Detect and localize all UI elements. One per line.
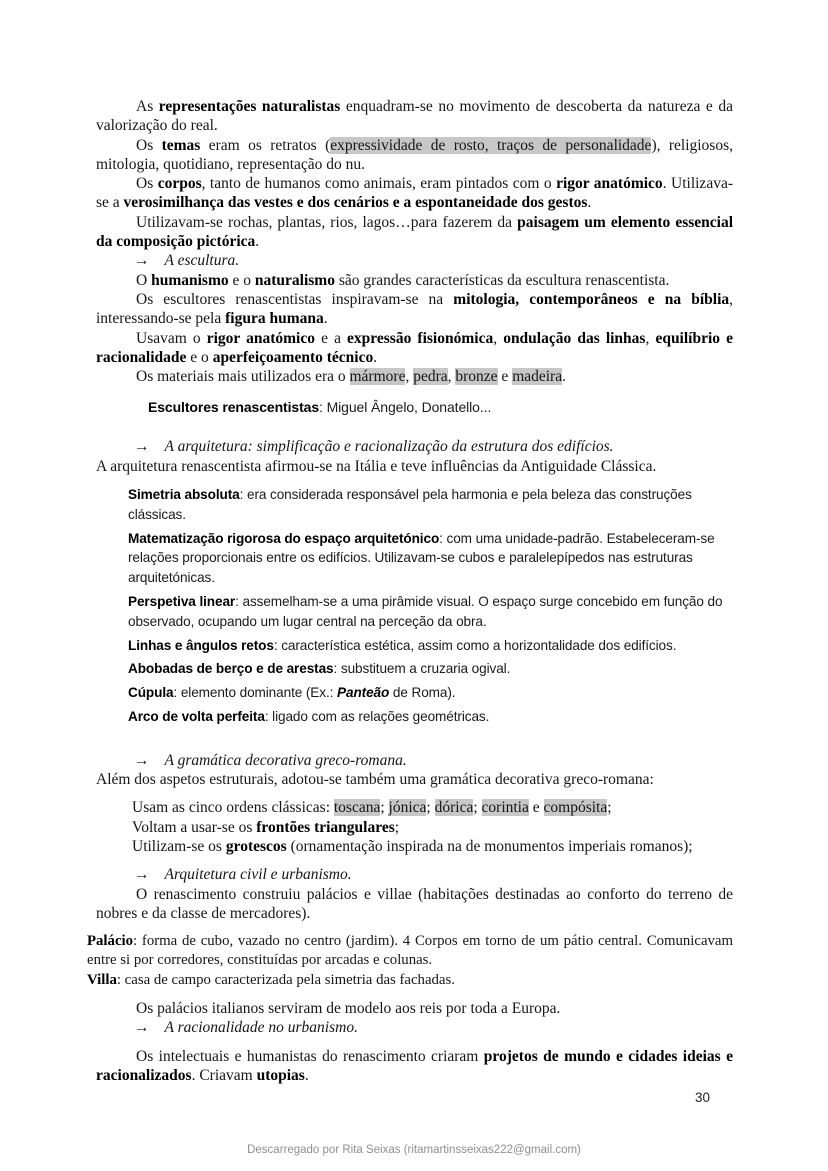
paragraph: A arquitetura renascentista afirmou-se na Itália e teve influências da Antiguidade Clássica. — [96, 457, 657, 475]
spacer — [96, 856, 733, 865]
paragraph: Usavam o rigor anatómico e a expressão fisionómica, ondulação das linhas, equilíbrio e racionalidade e o aperfeiçoamento técnico. — [96, 329, 734, 366]
section-heading: → A racionalidade no urbanismo. — [134, 1019, 358, 1037]
paragraph: Os corpos, tanto de humanos como animais, eram pintados com o rigor anatómico. Utilizava-se a verosimilhança das vestes e dos cenários e a espontaneidade dos gestos. — [96, 175, 733, 212]
highlighted-term: bronze — [455, 368, 498, 386]
paragraph: Além dos aspetos estruturais, adotou-se também uma gramática decorativa greco-romana: — [96, 771, 654, 789]
arrow-icon: → — [134, 866, 150, 884]
examples-note: Escultores renascentistas: Miguel Ângelo, Donatello... — [148, 399, 492, 416]
paragraph: Os materiais mais utilizados era o mármore, pedra, bronze e madeira. — [136, 368, 566, 386]
definition-paragraph: Villa: casa de campo caracterizada pela simetria das fachadas. — [87, 971, 455, 988]
arrow-icon: → — [134, 438, 150, 456]
arrow-icon: → — [134, 751, 150, 769]
paragraph: Os temas eram os retratos (expressividade de rosto, traços de personalidade), religiosos, mitologia, quotidiano, representação do nu. — [96, 136, 733, 173]
paragraph: As representações naturalistas enquadram-se no movimento de descoberta da natureza e da valorização do real. — [96, 98, 733, 135]
list-line: Utilizam-se os grotescos (ornamentação inspirada na de monumentos imperiais romanos); — [132, 838, 693, 855]
highlighted-term: jónica — [388, 799, 427, 817]
definition-item: Abobadas de berço e de arestas: substituem a cruzaria ogival. — [128, 661, 511, 677]
document-content — [87, 97, 734, 1085]
page-number: 30 — [694, 1090, 710, 1106]
highlighted-term: compósita — [543, 799, 608, 817]
arrow-icon: → — [134, 1019, 150, 1037]
paragraph: Os palácios italianos serviram de modelo aos reis por toda a Europa. — [136, 1000, 561, 1018]
highlighted-term: pedra — [413, 368, 448, 386]
definition-item: Linhas e ângulos retos: característica estética, assim como a horizontalidade dos edifícios. — [128, 637, 677, 653]
definition-paragraph: Palácio: forma de cubo, vazado no centro (jardim). 4 Corpos em torno de um pátio central. Comunicavam entre si por corredores, constituídas por arcadas e colunas. — [87, 933, 733, 969]
paragraph: O humanismo e o naturalismo são grandes características da escultura renascentista. — [136, 271, 670, 289]
section-heading: → Arquitetura civil e urbanismo. — [134, 866, 352, 884]
section-heading: → A arquitetura: simplificação e racionalização da estrutura dos edifícios. — [134, 438, 614, 456]
paragraph: Utilizavam-se rochas, plantas, rios, lagos…para fazerem da paisagem um elemento essencial da composição pictórica. — [96, 213, 734, 251]
spacer — [96, 731, 733, 751]
section-heading: → A escultura. — [134, 252, 240, 270]
paragraph: Os escultores renascentistas inspiravam-se na mitologia, contemporâneos e na bíblia, interessando-se pela figura humana. — [96, 290, 734, 328]
spacer — [96, 476, 733, 481]
highlighted-term: expressividade de rosto, traços de personalidade — [330, 136, 652, 154]
definition-item: Simetria absoluta: era considerada responsável pela harmonia e pela beleza das construções clássicas. — [128, 487, 692, 522]
download-footer: Descarregado por Rita Seixas (ritamartinsseixas222@gmail.com) — [247, 1144, 581, 1156]
definition-item: Cúpula: elemento dominante (Ex.: Panteão de Roma). — [128, 685, 456, 701]
spacer — [96, 923, 733, 932]
arrow-icon: → — [134, 252, 150, 270]
definition-item: Perspetiva linear: assemelham-se a uma pirâmide visual. O espaço surge concebido em função do observado, ocupando um lugar central na perceção da obra. — [128, 594, 723, 629]
spacer — [96, 789, 733, 798]
spacer — [96, 417, 733, 437]
section-heading: → A gramática decorativa greco-romana. — [134, 751, 407, 769]
highlighted-term: dórica — [434, 799, 474, 817]
highlighted-term: mármore — [349, 368, 406, 386]
list-line: Usam as cinco ordens clássicas: toscana; jónica; dórica; corintia e compósita; — [132, 799, 612, 817]
paragraph: O renascimento construiu palácios e villae (habitações destinadas ao conforto do terreno de nobres e da classe de mercadores). — [96, 885, 733, 922]
highlighted-term: toscana — [333, 799, 381, 817]
definition-item: Arco de volta perfeita: ligado com as relações geométricas. — [128, 709, 490, 725]
paragraph: Os intelectuais e humanistas do renascimento criaram projetos de mundo e cidades ideias e racionalizados. Criavam utopias. — [96, 1047, 733, 1084]
highlighted-term: corintia — [481, 799, 529, 817]
spacer — [96, 990, 733, 999]
highlighted-term: madeira — [512, 368, 563, 386]
list-line: Voltam a usar-se os frontões triangulares; — [132, 818, 400, 836]
definition-item: Matematização rigorosa do espaço arquitetónico: com uma unidade-padrão. Estabeleceram-se relações proporcionais entre os edifícios. Utilizavam-se cubos e paralelepípedos nas estruturas arquitetónicas. — [128, 530, 715, 586]
spacer — [96, 1038, 733, 1047]
